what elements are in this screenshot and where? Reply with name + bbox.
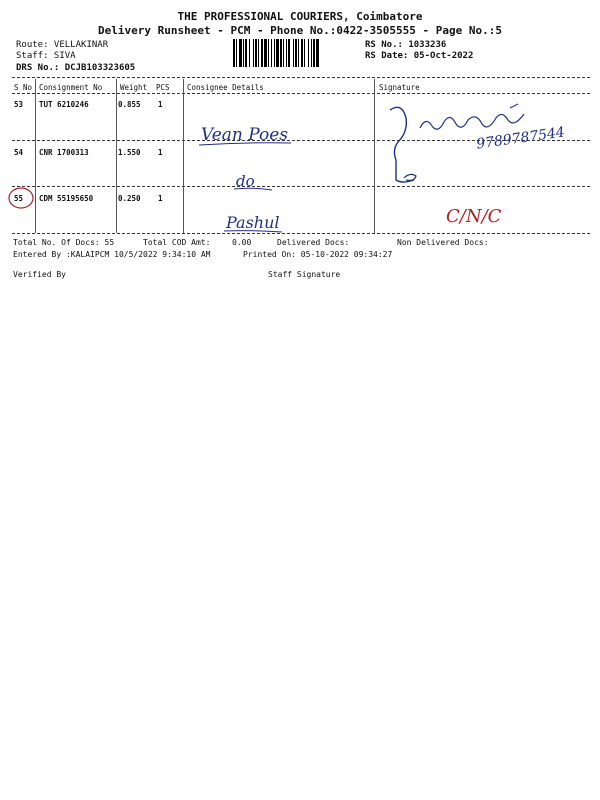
col-header-consignment: Consignment No xyxy=(39,83,103,92)
entered-by: Entered By :KALAIPCM 10/5/2022 9:34:10 AM xyxy=(13,250,211,259)
col-header-weight: Weight xyxy=(120,83,148,92)
non-delivered-docs: Non Delivered Docs: xyxy=(397,238,489,247)
row-consignment: CDM 55195650 xyxy=(39,194,94,203)
runsheet-subtitle: Delivery Runsheet - PCM - Phone No.:0422-3505555 - Page No.:5 xyxy=(98,24,502,37)
verified-by-label: Verified By xyxy=(13,270,66,279)
staff-signature-label: Staff Signature xyxy=(268,270,341,279)
handwritten-text: C/N/C xyxy=(446,206,502,227)
table-header-rule xyxy=(12,93,590,94)
red-circle-mark-icon xyxy=(6,185,40,211)
printed-on: Printed On: 05-10-2022 09:34:27 xyxy=(243,250,393,259)
rs-date: RS Date: 05-Oct-2022 xyxy=(365,51,474,61)
row-sno: 53 xyxy=(14,100,24,109)
company-title: THE PROFESSIONAL COURIERS, Coimbatore xyxy=(177,10,423,23)
row-pcs: 1 xyxy=(158,194,163,203)
row-sno: 55 xyxy=(14,194,24,203)
handwritten-phone: 9789787544 xyxy=(475,124,566,153)
delivered-docs: Delivered Docs: xyxy=(277,238,350,247)
signature-scribble-icon xyxy=(384,98,594,190)
col-header-pcs: PCS xyxy=(156,83,170,92)
row-weight: 0.250 xyxy=(118,194,141,203)
row-weight: 0.855 xyxy=(118,100,141,109)
col-sep-2 xyxy=(116,79,117,233)
col-header-consignee: Consignee Details xyxy=(187,83,264,92)
handwritten-text: Pashul xyxy=(226,213,280,232)
rs-number: RS No.: 1033236 xyxy=(365,40,447,50)
row-sno: 54 xyxy=(14,148,24,157)
total-cod-value: 0.00 xyxy=(232,238,252,247)
total-docs: Total No. Of Docs: 55 xyxy=(13,238,115,247)
table-top-rule xyxy=(12,77,590,78)
row-consignment: TUT 6210246 xyxy=(39,100,89,109)
row-consignment: CNR 1700313 xyxy=(39,148,89,157)
handwritten-text: Vean Poes xyxy=(201,125,289,145)
handwritten-red-signature xyxy=(442,192,542,232)
handwritten-consignee-3 xyxy=(222,206,302,236)
staff-label: Staff: SIVA xyxy=(16,51,76,61)
col-header-signature: Signature xyxy=(379,83,420,92)
row-pcs: 1 xyxy=(158,148,163,157)
col-sep-3 xyxy=(183,79,184,233)
total-cod-label: Total COD Amt: xyxy=(143,238,211,247)
handwritten-consignee-2 xyxy=(232,166,282,194)
row-weight: 1.550 xyxy=(118,148,141,157)
barcode-icon xyxy=(232,39,358,67)
route-label: Route: VELLAKINAR xyxy=(16,40,109,50)
col-header-sno: S No xyxy=(14,83,33,92)
row-pcs: 1 xyxy=(158,100,163,109)
drs-number: DRS No.: DCJB103323605 xyxy=(16,63,136,73)
col-sep-4 xyxy=(374,79,375,233)
handwritten-text: do xyxy=(236,172,255,190)
handwritten-consignee-1 xyxy=(195,112,305,152)
